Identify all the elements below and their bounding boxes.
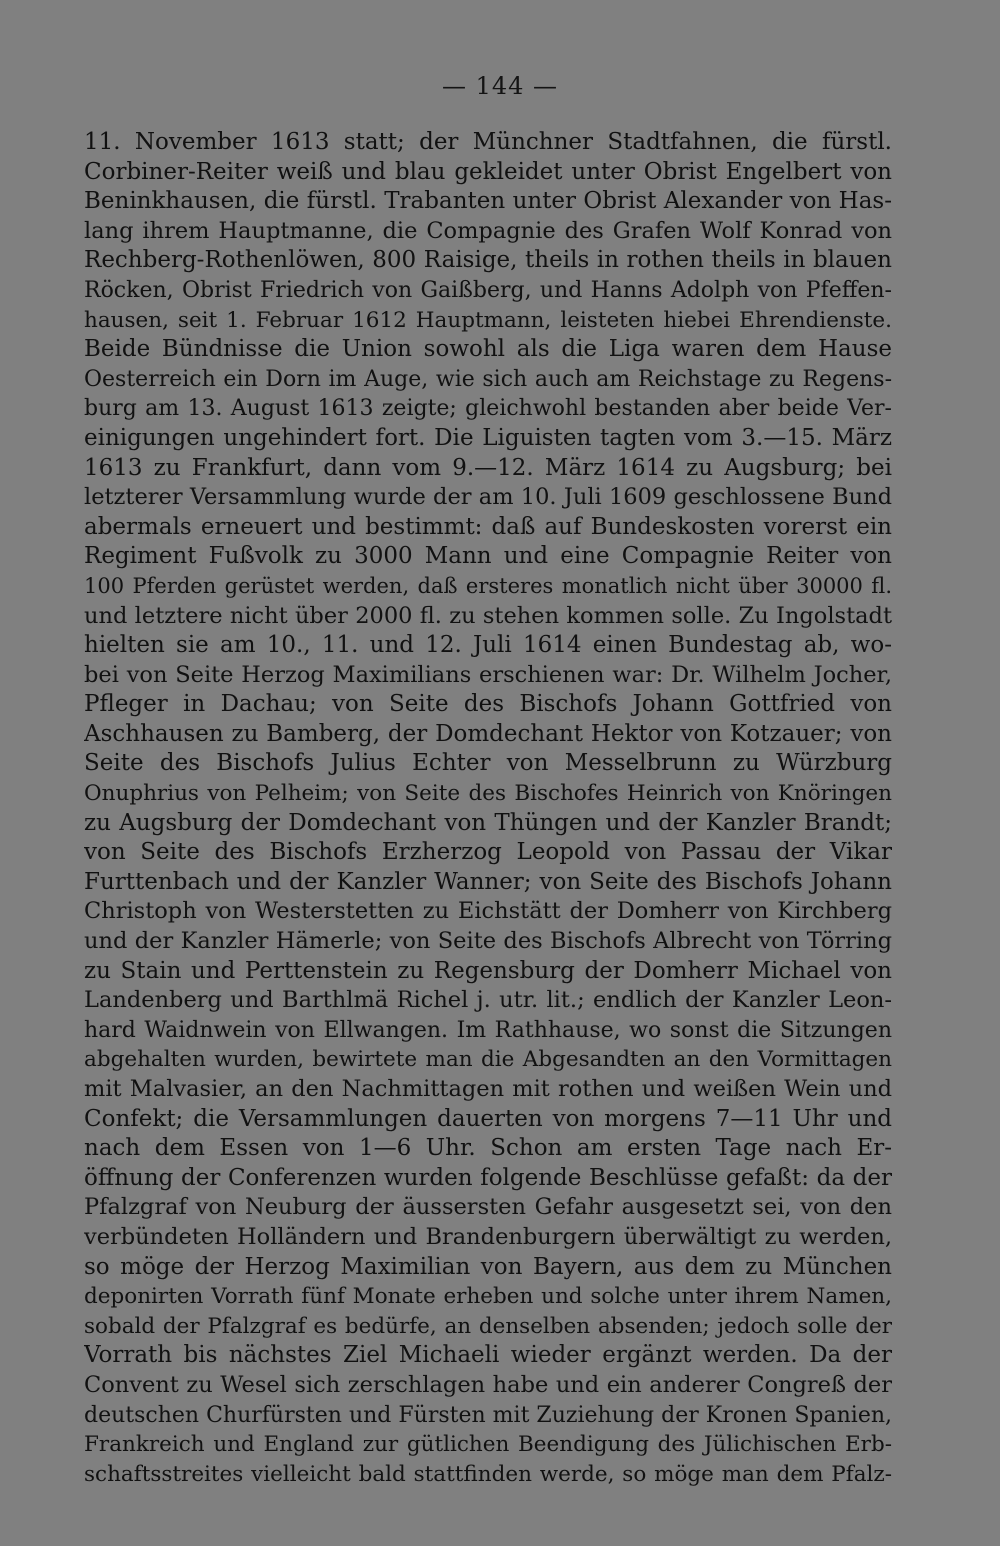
text-line: schaftsstreites vielleicht bald stattfinden werde, so möge man dem Pfalz- [84, 1461, 892, 1487]
text-line: Aschhausen zu Bamberg, der Domdechant Hektor von Kotzauer; von [84, 720, 892, 747]
page-number: — 144 — [441, 72, 559, 100]
text-line: Pfalzgraf von Neuburg der äussersten Gefahr ausgesetzt sei, von den [84, 1194, 892, 1221]
text-line: 1613 zu Frankfurt, dann vom 9.—12. März 1614 zu Augsburg; bei [84, 454, 892, 481]
text-line: 11. November 1613 statt; der Münchner Stadtfahnen, die fürstl. [84, 129, 892, 155]
text-line: hausen, seit 1. Februar 1612 Hauptmann, leisteten hiebei Ehrendienste. [84, 307, 892, 333]
text-line: bei von Seite Herzog Maximilians erschienen war: Dr. Wilhelm Jocher, [84, 661, 892, 688]
text-line: lang ihrem Hauptmanne, die Compagnie des Grafen Wolf Konrad von [84, 217, 892, 244]
text-line: Frankreich und England zur gütlichen Beendigung des Jülichischen Erb- [84, 1432, 892, 1458]
text-line: sobald der Pfalzgraf es bedürfe, an denselben absenden; jedoch solle der [84, 1313, 892, 1339]
text-line: abermals erneuert und bestimmt: daß auf Bundeskosten vorerst ein [84, 513, 892, 540]
text-line: Landenberg und Barthlmä Richel j. utr. lit.; endlich der Kanzler Leon- [84, 987, 892, 1014]
text-line: Christoph von Westerstetten zu Eichstätt der Domherr von Kirchberg [84, 898, 892, 925]
text-line: zu Augsburg der Domdechant von Thüngen und der Kanzler Brandt; [84, 809, 892, 836]
text-line: zu Stain und Perttenstein zu Regensburg der Domherr Michael von [84, 957, 892, 984]
text-line: Röcken, Obrist Friedrich von Gaißberg, und Hanns Adolph von Pfeffen- [84, 277, 892, 303]
text-line: Corbiner-Reiter weiß und blau gekleidet unter Obrist Engelbert von [84, 158, 892, 185]
text-line: Regiment Fußvolk zu 3000 Mann und eine Compagnie Reiter von [84, 543, 892, 570]
text-line: deponirten Vorrath fünf Monate erheben und solche unter ihrem Namen, [84, 1284, 892, 1310]
text-line: Convent zu Wesel sich zerschlagen habe und ein anderer Congreß der [84, 1371, 892, 1398]
text-line: deutschen Churfürsten und Fürsten mit Zuziehung der Kronen Spanien, [84, 1402, 892, 1428]
text-line: nach dem Essen von 1—6 Uhr. Schon am ersten Tage nach Er- [84, 1135, 892, 1162]
body-text [84, 128, 892, 1489]
text-line: und der Kanzler Hämerle; von Seite des Bischofs Albrecht von Törring [84, 928, 892, 955]
text-line: burg am 13. August 1613 zeigte; gleichwohl bestanden aber beide Ver- [84, 396, 892, 422]
text-line: einigungen ungehindert fort. Die Liguisten tagten vom 3.—15. März [84, 424, 892, 451]
text-line: Oesterreich ein Dorn im Auge, wie sich auch am Reichstage zu Regens- [84, 366, 892, 392]
text-line: Beide Bündnisse die Union sowohl als die Liga waren dem Hause [84, 336, 892, 363]
text-line: mit Malvasier, an den Nachmittagen mit rothen und weißen Wein und [84, 1076, 892, 1102]
text-line: Seite des Bischofs Julius Echter von Messelbrunn zu Würzburg [84, 750, 892, 777]
text-line: 100 Pferden gerüstet werden, daß ersteres monatlich nicht über 30000 fl. [84, 573, 892, 598]
text-line: Rechberg-Rothenlöwen, 800 Raisige, theils in rothen theils in blauen [84, 247, 892, 274]
text-line: Beninkhausen, die fürstl. Trabanten unter Obrist Alexander von Has- [84, 188, 892, 215]
text-line: Onuphrius von Pelheim; von Seite des Bischofes Heinrich von Knöringen [84, 781, 892, 807]
text-line: Pfleger in Dachau; von Seite des Bischofs Johann Gottfried von [84, 691, 892, 718]
text-line: Confekt; die Versammlungen dauerten von morgens 7—11 Uhr und [84, 1105, 892, 1132]
text-line: hard Waidnwein von Ellwangen. Im Rathhause, wo sonst die Sitzungen [84, 1017, 892, 1043]
text-line: letzterer Versammlung wurde der am 10. Juli 1609 geschlossene Bund [84, 484, 892, 511]
text-line: öffnung der Conferenzen wurden folgende Beschlüsse gefaßt: da der [84, 1164, 892, 1191]
text-line: von Seite des Bischofs Erzherzog Leopold von Passau der Vikar [84, 839, 892, 866]
text-line: und letztere nicht über 2000 fl. zu stehen kommen solle. Zu Ingolstadt [84, 602, 892, 629]
text-line: Vorrath bis nächstes Ziel Michaeli wieder ergänzt werden. Da der [84, 1342, 892, 1369]
text-line: so möge der Herzog Maximilian von Bayern, aus dem zu München [84, 1253, 892, 1280]
text-line: verbündeten Holländern und Brandenburgern überwältigt zu werden, [84, 1223, 892, 1250]
text-line: hielten sie am 10., 11. und 12. Juli 1614 einen Bundestag ab, wo- [84, 632, 892, 659]
text-line: Furttenbach und der Kanzler Wanner; von Seite des Bischofs Johann [84, 868, 892, 895]
text-line: abgehalten wurden, bewirtete man die Abgesandten an den Vormittagen [84, 1047, 892, 1073]
